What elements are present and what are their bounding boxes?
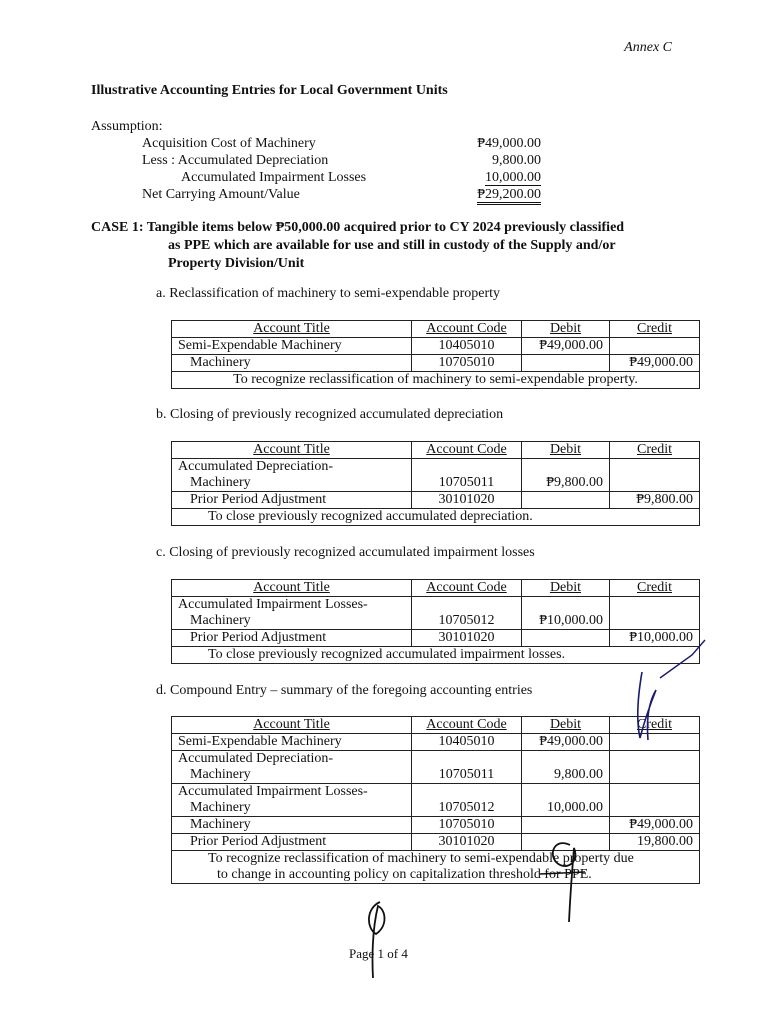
table-row: Prior Period Adjustment 30101020 ₱10,000.00 xyxy=(172,630,700,647)
table-row: Semi-Expendable Machinery 10405010 ₱49,000.00 xyxy=(172,338,700,355)
table-row: Accumulated Impairment Losses- Machinery 10705012 ₱10,000.00 xyxy=(172,597,700,630)
assumption-label: Assumption: xyxy=(91,119,163,134)
header-debit: Debit xyxy=(522,321,610,338)
header-debit: Debit xyxy=(522,580,610,597)
assumption-row-label: Net Carrying Amount/Value xyxy=(142,187,300,202)
annex-label: Annex C xyxy=(624,40,672,55)
header-account-title: Account Title xyxy=(172,580,412,597)
header-account-code: Account Code xyxy=(412,717,522,734)
header-account-title: Account Title xyxy=(172,442,412,459)
table-row: Accumulated Impairment Losses- Machinery 10705012 10,000.00 xyxy=(172,784,700,817)
entry-c-heading: c. Closing of previously recognized accumulated impairment losses xyxy=(156,545,535,560)
table-row: Machinery 10705010 ₱49,000.00 xyxy=(172,817,700,834)
header-credit: Credit xyxy=(610,321,700,338)
entry-explanation: To close previously recognized accumulated depreciation. xyxy=(172,509,700,526)
header-credit: Credit xyxy=(610,580,700,597)
header-account-code: Account Code xyxy=(412,580,522,597)
entry-a-heading: a. Reclassification of machinery to semi-expendable property xyxy=(156,286,501,301)
assumption-row-value: ₱29,200.00 xyxy=(477,187,541,205)
table-row: Machinery 10705010 ₱49,000.00 xyxy=(172,355,700,372)
header-account-code: Account Code xyxy=(412,321,522,338)
case-heading: CASE 1: Tangible items below ₱50,000.00 acquired prior to CY 2024 previously classified as PPE which are available for use and still in custody of the Supply and/or Property Division/Unit xyxy=(91,220,625,271)
header-account-title: Account Title xyxy=(172,717,412,734)
header-account-title: Account Title xyxy=(172,321,412,338)
table-row: Prior Period Adjustment 30101020 19,800.00 xyxy=(172,834,700,851)
header-credit: Credit xyxy=(610,442,700,459)
assumption-row-label: Acquisition Cost of Machinery xyxy=(142,136,316,151)
entry-d-heading: d. Compound Entry – summary of the foregoing accounting entries xyxy=(156,683,533,698)
assumption-row-value: 9,800.00 xyxy=(492,153,541,168)
table-row: Semi-Expendable Machinery 10405010 ₱49,000.00 xyxy=(172,734,700,751)
page-number: Page 1 of 4 xyxy=(349,946,408,961)
assumption-row-value: 10,000.00 xyxy=(485,170,541,185)
header-debit: Debit xyxy=(522,442,610,459)
entry-explanation: To recognize reclassification of machinery to semi-expendable property due to change in accounting policy on capitalization threshold for PPE. xyxy=(172,851,700,884)
assumption-row-label: Accumulated Impairment Losses xyxy=(181,170,367,185)
assumption-row-value: ₱49,000.00 xyxy=(477,136,541,151)
assumption-row-label: Less : Accumulated Depreciation xyxy=(142,153,329,168)
table-row: Prior Period Adjustment 30101020 ₱9,800.00 xyxy=(172,492,700,509)
document-title: Illustrative Accounting Entries for Local Government Units xyxy=(91,83,448,98)
table-row: Accumulated Depreciation- Machinery 10705011 9,800.00 xyxy=(172,751,700,784)
table-row: Accumulated Depreciation- Machinery 10705011 ₱9,800.00 xyxy=(172,459,700,492)
header-account-code: Account Code xyxy=(412,442,522,459)
entry-explanation: To recognize reclassification of machinery to semi-expendable property. xyxy=(172,372,700,389)
header-debit: Debit xyxy=(522,717,610,734)
header-credit: Credit xyxy=(610,717,700,734)
entry-b-heading: b. Closing of previously recognized accumulated depreciation xyxy=(156,407,504,422)
entry-explanation: To close previously recognized accumulated impairment losses. xyxy=(172,647,700,664)
